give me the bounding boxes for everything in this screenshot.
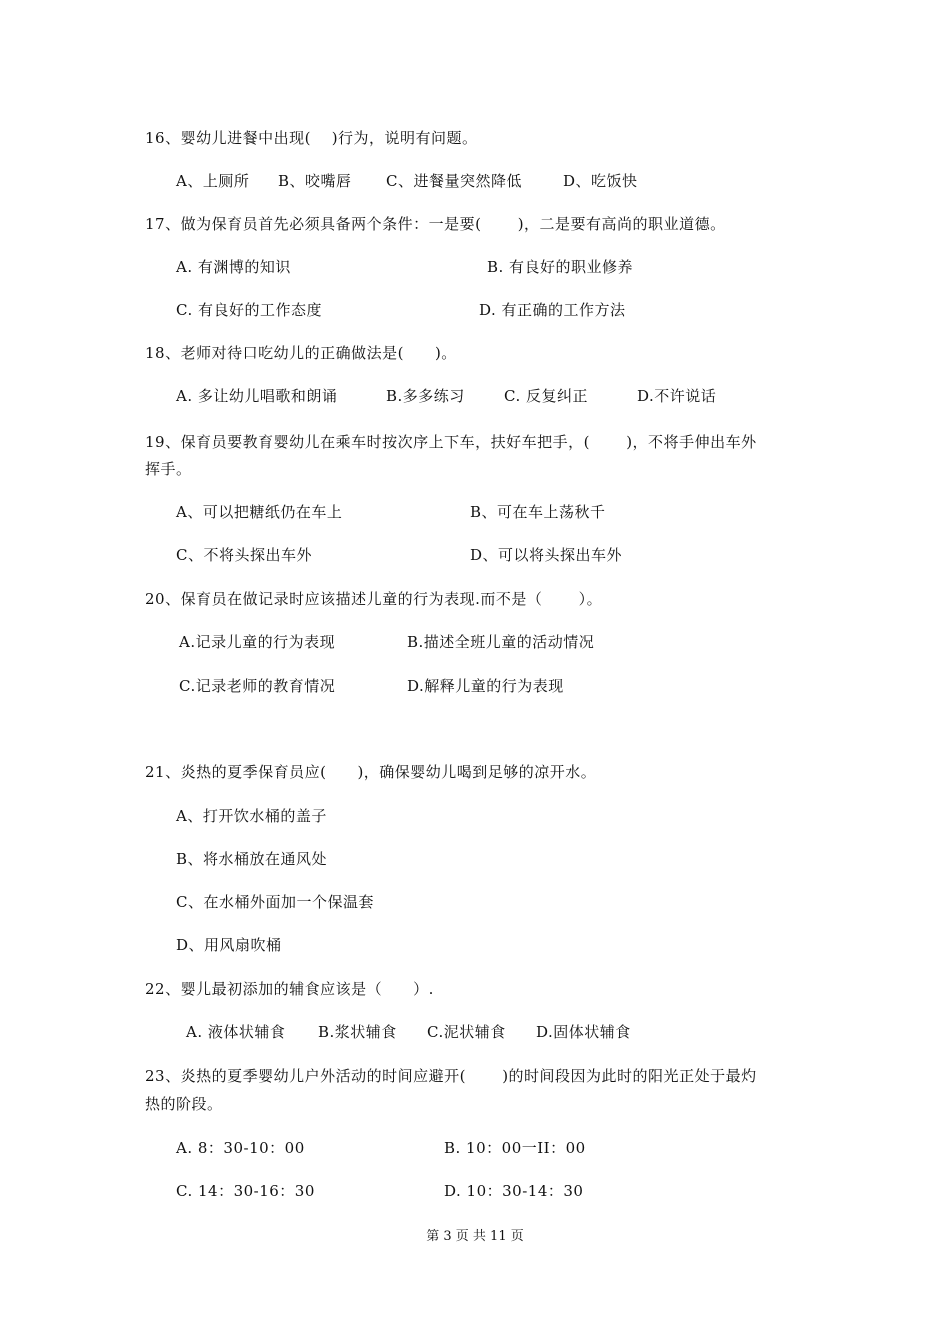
question-20-stem: 20、保育员在做记录时应该描述儿童的行为表现.而不是（ ）。 — [145, 590, 603, 608]
question-17-stem: 17、做为保育员首先必须具备两个条件：一是要( )，二是要有高尚的职业道德。 — [145, 215, 726, 233]
question-22-option-a: A. 液体状辅食 — [186, 1023, 286, 1041]
question-16-option-a: A、上厕所 — [176, 172, 250, 190]
question-19-option-a: A、可以把糖纸仍在车上 — [176, 503, 343, 521]
question-20-option-c: C.记录老师的教育情况 — [179, 677, 336, 695]
question-21-stem: 21、炎热的夏季保育员应( )，确保婴幼儿喝到足够的凉开水。 — [145, 763, 597, 781]
question-21-option-b: B、将水桶放在通风处 — [176, 850, 328, 868]
page-footer: 第 3 页 共 11 页 — [426, 1229, 524, 1244]
question-18-option-d: D.不许说话 — [637, 387, 717, 405]
question-19-stem-line2: 挥手。 — [145, 460, 192, 478]
question-18-stem: 18、老师对待口吃幼儿的正确做法是( )。 — [145, 344, 457, 362]
question-20-option-a: A.记录儿童的行为表现 — [179, 633, 336, 651]
question-22-stem: 22、婴儿最初添加的辅食应该是（ ）. — [145, 980, 434, 998]
question-22-option-d: D.固体状辅食 — [536, 1023, 631, 1041]
question-23-stem-line2: 热的阶段。 — [145, 1095, 223, 1113]
question-23-option-b: B. 10：00一II：00 — [444, 1139, 586, 1157]
question-23-option-a: A. 8：30-10：00 — [176, 1139, 305, 1157]
question-16-option-c: C、进餐量突然降低 — [386, 172, 522, 190]
question-23-option-c: C. 14：30-16：30 — [176, 1182, 315, 1200]
question-22-option-b: B.浆状辅食 — [318, 1023, 397, 1041]
question-16-option-d: D、吃饭快 — [563, 172, 638, 190]
question-17-option-b: B. 有良好的职业修养 — [487, 258, 634, 276]
question-16-option-b: B、咬嘴唇 — [278, 172, 352, 190]
question-23-option-d: D. 10：30-14：30 — [444, 1182, 584, 1200]
question-19-stem-line1: 19、保育员要教育婴幼儿在乘车时按次序上下车，扶好车把手，( )，不将手伸出车外 — [145, 433, 757, 451]
question-23-stem-line1: 23、炎热的夏季婴幼儿户外活动的时间应避开( )的时间段因为此时的阳光正处于最灼 — [145, 1067, 757, 1085]
question-19-option-b: B、可在车上荡秋千 — [470, 503, 606, 521]
question-17-option-c: C. 有良好的工作态度 — [176, 301, 322, 319]
question-17-option-d: D. 有正确的工作方法 — [479, 301, 626, 319]
question-20-option-d: D.解释儿童的行为表现 — [407, 677, 564, 695]
question-21-option-d: D、用风扇吹桶 — [176, 936, 282, 954]
question-18-option-b: B.多多练习 — [386, 387, 465, 405]
question-21-option-c: C、在水桶外面加一个保温套 — [176, 893, 374, 911]
question-20-option-b: B.描述全班儿童的活动情况 — [407, 633, 595, 651]
question-19-option-d: D、可以将头探出车外 — [470, 546, 623, 564]
question-21-option-a: A、打开饮水桶的盖子 — [176, 807, 327, 825]
question-16-stem: 16、婴幼儿进餐中出现( )行为，说明有问题。 — [145, 129, 478, 147]
question-22-option-c: C.泥状辅食 — [427, 1023, 506, 1041]
question-18-option-a: A. 多让幼儿唱歌和朗诵 — [176, 387, 338, 405]
question-17-option-a: A. 有渊博的知识 — [176, 258, 291, 276]
question-19-option-c: C、不将头探出车外 — [176, 546, 312, 564]
question-18-option-c: C. 反复纠正 — [504, 387, 588, 405]
